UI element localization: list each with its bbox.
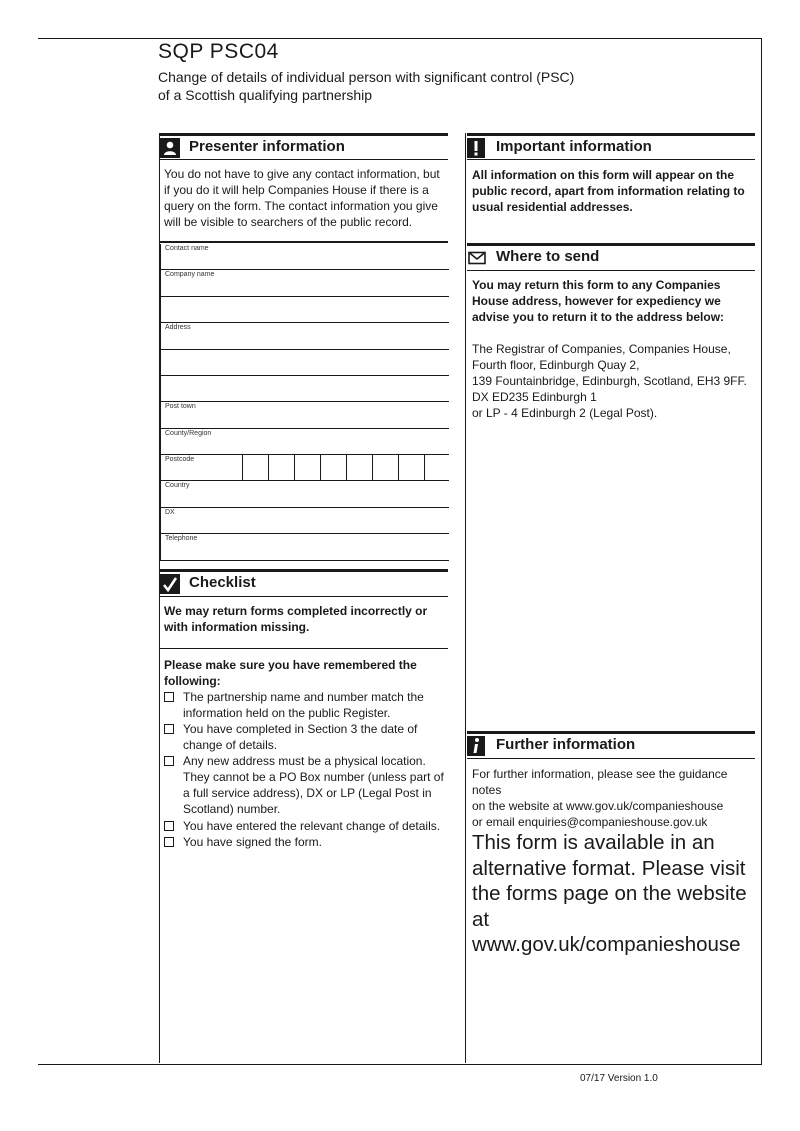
postcode-box[interactable] <box>346 455 369 480</box>
form-title-line-1: Change of details of individual person with significant control (PSC) <box>158 69 575 85</box>
address-field[interactable] <box>160 323 449 350</box>
address-line: or LP - 4 Edinburgh 2 (Legal Post). <box>472 406 658 420</box>
important-heading: Important information <box>496 138 652 155</box>
checkbox[interactable] <box>164 837 174 847</box>
address-field-line-2[interactable] <box>160 350 449 376</box>
checkbox[interactable] <box>164 724 174 734</box>
alternative-format-notice: This form is available in an alternative format. Please visit the forms page on the website at www.gov.uk/companieshouse <box>472 831 747 956</box>
important-text: All information on this form will appear on the public record, apart from information relating to usual residential addresses. <box>472 168 745 214</box>
postcode-box[interactable] <box>294 455 317 480</box>
form-code: SQP PSC04 <box>158 40 279 63</box>
telephone-label: Telephone <box>165 535 198 542</box>
info-icon <box>467 736 485 756</box>
dx-label: DX <box>165 509 175 516</box>
checkbox[interactable] <box>164 756 174 766</box>
further-text-line: or email enquiries@companieshouse.gov.uk <box>472 815 708 829</box>
where-to-send-intro: You may return this form to any Companies House address, however for expediency we advise you to return it to the address below: <box>472 278 725 324</box>
address-label: Address <box>165 324 191 331</box>
presenter-intro: You do not have to give any contact information, but if you do it will help Companies House if there is a query on the form. The contact information you give will be visible to searchers of the public record. <box>164 167 440 229</box>
bottom-rule <box>38 1064 762 1065</box>
further-text-line: on the website at www.gov.uk/companieshouse <box>472 799 724 813</box>
where-to-send-section-header <box>467 243 755 270</box>
dx-field[interactable] <box>160 508 449 534</box>
post-town-label: Post town <box>165 403 196 410</box>
telephone-field[interactable] <box>160 534 449 561</box>
post-town-field[interactable] <box>160 402 449 429</box>
checklist-warning: We may return forms completed incorrectly or with information missing. <box>164 604 428 634</box>
postcode-field[interactable] <box>160 455 449 481</box>
country-label: Country <box>165 482 190 489</box>
important-section-header <box>467 133 755 160</box>
further-text <box>472 766 760 830</box>
postcode-box[interactable] <box>372 455 395 480</box>
exclamation-icon <box>467 138 485 158</box>
presenter-section-header <box>160 133 448 160</box>
checklist-heading: Checklist <box>189 574 256 591</box>
further-text-line: For further information, please see the guidance notes <box>472 767 728 797</box>
where-to-send-heading-underline <box>467 270 755 271</box>
checkbox[interactable] <box>164 692 174 702</box>
address-line: The Registrar of Companies, Companies House, <box>472 342 731 356</box>
registrar-address <box>472 341 760 421</box>
company-name-field-line-2[interactable] <box>160 297 449 323</box>
company-name-label: Company name <box>165 271 215 278</box>
where-to-send-heading: Where to send <box>496 248 600 265</box>
checklist-warning-rule <box>160 648 448 649</box>
further-heading-underline <box>467 758 755 759</box>
further-heading: Further information <box>496 736 636 753</box>
further-section-header <box>467 731 755 758</box>
important-heading-underline <box>467 159 755 160</box>
postcode-box[interactable] <box>320 455 343 480</box>
country-field[interactable] <box>160 481 449 508</box>
county-region-label: County/Region <box>165 430 212 437</box>
form-title-line-2: of a Scottish qualifying partnership <box>158 87 373 103</box>
postcode-box[interactable] <box>398 455 421 480</box>
envelope-icon <box>467 248 487 268</box>
postcode-box[interactable] <box>268 455 291 480</box>
right-column-border <box>465 133 466 1063</box>
company-name-field[interactable] <box>160 270 449 297</box>
postcode-box[interactable] <box>424 455 447 480</box>
checklist-heading-underline <box>160 596 448 597</box>
postcode-label: Postcode <box>165 456 195 463</box>
contact-name-field[interactable] <box>160 244 449 270</box>
presenter-heading: Presenter information <box>189 138 345 155</box>
checklist-lead: Please make sure you have remembered the following: <box>164 658 417 688</box>
presenter-intro-rule <box>160 241 448 243</box>
top-rule <box>38 38 762 39</box>
version-label: 07/17 Version 1.0 <box>580 1073 658 1084</box>
address-line: 139 Fountainbridge, Edinburgh, Scotland, EH3 9FF. <box>472 374 747 388</box>
checkmark-icon <box>160 574 180 594</box>
address-field-line-3[interactable] <box>160 376 449 402</box>
contact-name-label: Contact name <box>165 245 209 252</box>
person-icon <box>160 138 180 158</box>
address-line: DX ED235 Edinburgh 1 <box>472 390 597 404</box>
form-title <box>158 68 618 104</box>
checklist-section-header <box>160 569 448 596</box>
address-line: Fourth floor, Edinburgh Quay 2, <box>472 358 640 372</box>
postcode-box[interactable] <box>242 455 265 480</box>
presenter-heading-underline <box>160 159 448 160</box>
checkbox[interactable] <box>164 821 174 831</box>
county-region-field[interactable] <box>160 429 449 455</box>
